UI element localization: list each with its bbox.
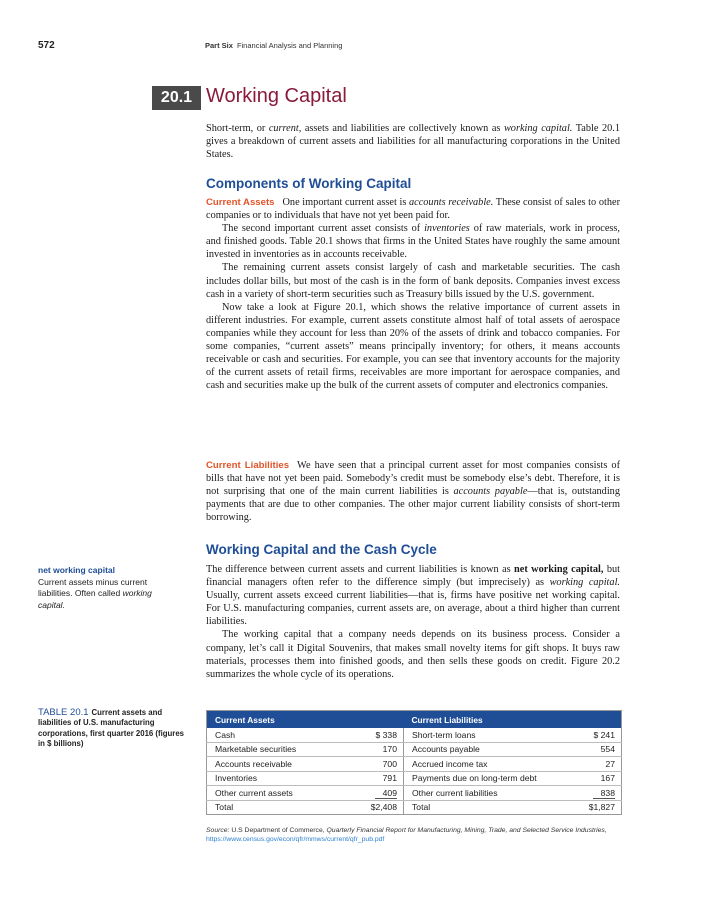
cash-cycle-section: The difference between current assets and current liabilities is known as net working capital, but financial managers often refer to the difference simply (but imprecisely) as working capital. Usually, current assets exceed current liabilities—that is, firms have positive net working capital. For U.S. manufacturing companies, current assets are, on average, about a third higher than current liabilities. The working capital that a company needs depends on its business process. Consider a company, let’s call it Digital Souvenirs, that makes small novelty items for gift shops. It buys raw materials, processes them into finished goods, and then sells these goods on credit. Figure 20.2 summarizes the whole cycle of its operations. [206,564,621,680]
margin-note-term: net working capital [38,565,115,575]
current-liabilities-section: Current Liabilities We have seen that a principal current asset for most companies consists of bills that have not yet been paid. Somebody’s credit must be somebody else’s debt. Therefore, it is not surprising that one of the main current liabilities is accounts payable—that is, outstanding payments that are due to other companies. The other major current liability consists of short-term borrowing. [206,460,620,524]
page-number: 572 [38,40,55,51]
part-title: Financial Analysis and Planning [236,41,343,50]
table-source-note: Source: U.S Department of Commerce, Quarterly Financial Report for Manufacturing, Mining, Trade, and Selected Service Industries, https://www.census.gov/econ/qfr/mmws/current/qfr_pub.pdf [206,827,607,844]
section-number-badge: 20.1 [152,86,201,110]
header-current-liabilities: Current Liabilities [404,711,622,729]
table-row: Cash $ 338 Short-term loans $ 241 [207,728,622,742]
heading-components: Components of Working Capital [206,176,412,191]
intro-paragraph: Short-term, or current, assets and liabilities are collectively known as working capital. Table 20.1 gives a breakdown of current assets and liabilities for all manufacturing corporations in the United States. [206,123,620,161]
section-title: Working Capital [206,85,347,107]
table-row: Other current assets 409 Other current liabilities 838 [207,786,622,801]
current-assets-section: Current Assets One important current asset is accounts receivable. These consist of sales to other companies or to individuals that have not yet been paid for. The second important current asset consists of inventories of raw materials, work in process, and finished goods. Table 20.1 shows that firms in the United States have roughly the same amount invested in inventories as in accounts receivable. The remaining current assets consist largely of cash and marketable securities. The cash includes dollar bills, but most of the cash is in the form of bank deposits. Companies invest excess cash in a variety of short-term securities such as Treasury bills issued by the U.S. government. Now take a look at Figure 20.1, which shows the relative importance of current assets in different industries. For example, current assets constitute almost half of total assets of aerospace companies while they account for less than 20% of the assets of drink and tobacco companies. For some companies, “current assets” means principally inventory; for others, it means accounts receivable or cash and securities. For example, you can see that inventory accounts for the majority of the current assets of retail firms, receivables are more important for aerospace companies, and cash and securities make up the bulk of the current assets of computer and electronics companies. [206,197,620,392]
source-link[interactable]: https://www.census.gov/econ/qfr/mmws/current/qfr_pub.pdf [206,836,385,844]
table-row: Marketable securities 170 Accounts payable 554 [207,742,622,757]
margin-note-definition: net working capital Current assets minus current liabilities. Often called working capital. [38,565,170,611]
part-label: Part Six [205,41,233,50]
heading-cash-cycle: Working Capital and the Cash Cycle [206,542,437,557]
table-total-row: Total $2,408 Total $1,827 [207,800,622,815]
working-capital-table [206,710,622,815]
table-row: Accounts receivable 700 Accrued income tax 27 [207,757,622,772]
table-label: TABLE 20.1 [38,707,89,718]
table-caption: TABLE 20.1 Current assets and liabilities of U.S. manufacturing corporations, first quarter 2016 (figures in $ billions) [38,707,185,748]
table-row: Inventories 791 Payments due on long-term debt 167 [207,771,622,786]
table-header-row [207,711,622,729]
current-liabilities-label: Current Liabilities [206,460,290,471]
running-head [205,41,342,50]
current-assets-label: Current Assets [206,197,275,208]
header-current-assets: Current Assets [207,711,404,729]
